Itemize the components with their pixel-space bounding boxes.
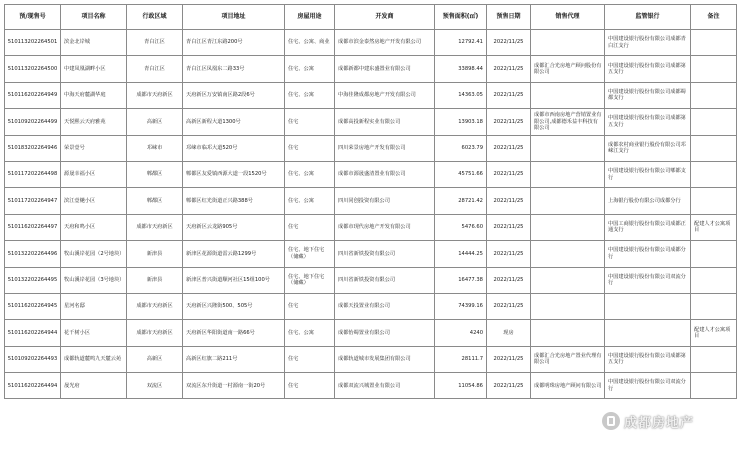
table-cell [691,373,737,399]
table-cell: 510132202264496 [5,241,61,267]
table-cell: 天府新区万安镇南区路2段6号 [183,82,285,108]
table-cell: 高新区 [127,109,183,135]
table-cell: 2022/11/25 [487,241,531,267]
col-header: 备注 [691,5,737,30]
table-cell: 晟光府 [61,373,127,399]
table-cell: 源晟幸福小区 [61,161,127,187]
table-cell: 510116202264949 [5,82,61,108]
table-cell: 28111.7 [435,346,487,372]
table-cell: 邛崃市 [127,135,183,161]
table-cell: 2022/11/25 [487,293,531,319]
table-row [5,214,737,240]
table-cell: 13903.18 [435,109,487,135]
table-cell [691,135,737,161]
table-cell: 510109202264499 [5,109,61,135]
table-row [5,267,737,293]
table-cell: 天府和鸣小区 [61,214,127,240]
table-cell: 中国建设银行股份有限公司双流分行 [605,373,691,399]
presale-table [4,4,737,399]
table-cell: 成都双流兴城置业有限公司 [335,373,435,399]
table-cell: 花千树小区 [61,320,127,346]
watermark-text: 成都房地产 [624,415,695,431]
table-cell: 2022/11/25 [487,109,531,135]
table-row [5,241,737,267]
table-cell: 住宅、地下住宅（储藏） [285,241,335,267]
table-cell: 2022/11/25 [487,373,531,399]
table-cell [691,161,737,187]
table-cell: 住宅、公寓 [285,56,335,82]
table-cell: 中国工商银行股份有限公司成都正通支行 [605,214,691,240]
table-cell [691,56,737,82]
table-cell: 中国建设银行股份有限公司成都青白江支行 [605,30,691,56]
table-cell: 成都天投置业有限公司 [335,293,435,319]
table-cell: 中国建设银行股份有限公司郫都支行 [605,161,691,187]
table-cell: 高新区新程大道1300号 [183,109,285,135]
table-cell: 青白江区青江东路200号 [183,30,285,56]
table-cell [531,241,605,267]
table-cell: 成都轨道城市发展集团有限公司 [335,346,435,372]
table-row [5,188,737,214]
table-cell: 成都市天府新区 [127,293,183,319]
wechat-official-account-icon [602,412,620,430]
table-cell: 510183202264946 [5,135,61,161]
table-cell: 中建凤凰湖畔小区 [61,56,127,82]
table-cell: 现房 [487,320,531,346]
table-cell: 2022/11/25 [487,214,531,240]
table-cell: 中国建设银行股份有限公司成都分行 [605,241,691,267]
col-header: 销售代理 [531,5,605,30]
table-cell: 成都明珠房地产顾问有限公司 [531,373,605,399]
table-cell [531,161,605,187]
table-cell: 郫都区友爱镇西源大道一段1520号 [183,161,285,187]
table-cell: 成都高投新程实业有限公司 [335,109,435,135]
table-cell: 中国建设银行股份有限公司成都第五支行 [605,346,691,372]
table-cell: 33898.44 [435,56,487,82]
table-cell: 510116202264945 [5,293,61,319]
table-cell: 成都汇合光房地产顾问股份有限公司 [531,56,605,82]
table-cell: 牧山溪岸花园（3号地块） [61,267,127,293]
table-cell: 郫都区红光街道正兴路388号 [183,188,285,214]
table-cell: 住宅 [285,109,335,135]
table-cell: 11054.86 [435,373,487,399]
table-cell: 510116202264944 [5,320,61,346]
table-cell: 邛崃市临邛大道520号 [183,135,285,161]
table-cell [531,30,605,56]
table-cell: 上海银行股份有限公司成都分行 [605,188,691,214]
table-cell: 14363.05 [435,82,487,108]
table-cell: 成都怡蜀置业有限公司 [335,320,435,346]
table-row [5,293,737,319]
table-cell: 中国建设银行股份有限公司成都第五支行 [605,56,691,82]
table-row [5,135,737,161]
table-cell: 住宅 [285,214,335,240]
table-cell [691,241,737,267]
table-cell: 28721.42 [435,188,487,214]
table-cell [531,214,605,240]
col-header: 项目名称 [61,5,127,30]
table-cell [531,320,605,346]
col-header: 行政区域 [127,5,183,30]
col-header: 开发商 [335,5,435,30]
table-row [5,346,737,372]
table-cell: 住宅 [285,373,335,399]
table-row [5,109,737,135]
table-cell: 成都新都中建东盛置业有限公司 [335,56,435,82]
table-cell: 中国建设银行股份有限公司双流分行 [605,267,691,293]
table-cell: 住宅、公寓 [285,161,335,187]
table-cell: 四川同创投资有限公司 [335,188,435,214]
table-cell: 6023.79 [435,135,487,161]
table-cell: 天悦熙云天府雅苑 [61,109,127,135]
table-cell: 510132202264495 [5,267,61,293]
table-cell: 天府新区兴隆街500、505号 [183,293,285,319]
table-cell: 510113202264501 [5,30,61,56]
table-cell: 成都市天府新区 [127,82,183,108]
table-cell: 住宅、公寓 [285,188,335,214]
table-cell [531,293,605,319]
table-cell: 滨江壹樾小区 [61,188,127,214]
table-row [5,56,737,82]
table-cell: 牧山溪岸花园（2号地块） [61,241,127,267]
table-row [5,82,737,108]
table-cell: 新津区普兴街道顺河社区15组100号 [183,267,285,293]
table-cell: 2022/11/25 [487,135,531,161]
table-header-row [5,5,737,30]
table-cell: 2022/11/25 [487,82,531,108]
table-cell: 配建人才公寓项目 [691,214,737,240]
table-cell: 中国建设银行股份有限公司成都第五支行 [605,109,691,135]
table-cell: 郫都区 [127,161,183,187]
table-cell [691,267,737,293]
table-cell: 12792.41 [435,30,487,56]
table-cell: 510117202264947 [5,188,61,214]
table-cell: 中国建设银行股份有限公司成都蜀都支行 [605,82,691,108]
table-row [5,161,737,187]
table-cell: 2022/11/25 [487,56,531,82]
table-cell: 成都汇合光房地产置业代理有限公司 [531,346,605,372]
table-cell: 510109202264493 [5,346,61,372]
table-cell: 510116202264494 [5,373,61,399]
table-cell: 双流区东升街道一村源南一街20号 [183,373,285,399]
table-cell: 星河名邸 [61,293,127,319]
table-cell [691,188,737,214]
table-cell: 双流区 [127,373,183,399]
table-cell: 新津县 [127,267,183,293]
table-cell: 2022/11/25 [487,267,531,293]
table-cell: 14444.25 [435,241,487,267]
col-header: 监管银行 [605,5,691,30]
table-cell: 四川省新铁投资有限公司 [335,241,435,267]
table-cell: 成都轨道麓鸣九天麓云苑 [61,346,127,372]
table-cell: 2022/11/25 [487,161,531,187]
table-cell: 74399.16 [435,293,487,319]
table-cell: 天府新区云龙路905号 [183,214,285,240]
table-cell: 510117202264498 [5,161,61,187]
table-cell: 高新区 [127,346,183,372]
table-cell: 510113202264500 [5,56,61,82]
table-cell: 住宅、公寓 [285,82,335,108]
table-cell: 青白江区 [127,56,183,82]
table-cell: 成都市天府新区 [127,214,183,240]
table-cell: 住宅、地下住宅（储藏） [285,267,335,293]
table-cell: 住宅 [285,293,335,319]
table-cell: 成都市现代房地产开发有限公司 [335,214,435,240]
table-cell: 2022/11/25 [487,30,531,56]
table-cell: 5476.60 [435,214,487,240]
table-cell: 成都农村商业银行股份有限公司邛崃江支行 [605,135,691,161]
table-cell: 新津县 [127,241,183,267]
table-cell: 成都市滨金泰然房地产开发有限公司 [335,30,435,56]
table-cell: 青白江区 [127,30,183,56]
table-cell: 中海天府麓湖华庭 [61,82,127,108]
table-cell: 成都市天府新区 [127,320,183,346]
table-cell: 配建人才公寓项目 [691,320,737,346]
table-cell: 4240 [435,320,487,346]
table-cell: 住宅 [285,135,335,161]
table-cell [531,267,605,293]
table-cell [605,293,691,319]
col-header: 预售日期 [487,5,531,30]
table-cell: 成都市西南房地产营销置业有限公司,成都德禾益丰科技有限公司 [531,109,605,135]
table-cell [691,109,737,135]
table-cell: 高新区红旗二路211号 [183,346,285,372]
table-cell: 2022/11/25 [487,346,531,372]
col-header: 预售面积(㎡) [435,5,487,30]
table-cell [691,82,737,108]
table-row [5,30,737,56]
table-cell: 住宅 [285,346,335,372]
table-cell: 青白江区凤凰东二路33号 [183,56,285,82]
table-cell: 2022/11/25 [487,188,531,214]
table-cell: 16477.38 [435,267,487,293]
table-cell [691,346,737,372]
table-cell: 510116202264497 [5,214,61,240]
table-cell: 滨金北岸城 [61,30,127,56]
table-cell [691,30,737,56]
table-cell: 天府新区华阳街道南一路66号 [183,320,285,346]
table-cell [531,135,605,161]
table-row [5,373,737,399]
table-cell [531,82,605,108]
table-cell: 郫都区 [127,188,183,214]
table-row [5,320,737,346]
table-cell: 中海佳隆成都房地产开发有限公司 [335,82,435,108]
watermark [602,410,730,432]
table-cell: 四川省新铁投资有限公司 [335,267,435,293]
table-cell: 成都市源晟盛清置业有限公司 [335,161,435,187]
table-cell: 新津区花源街道雷云路1299号 [183,241,285,267]
table-cell: 荣景壹号 [61,135,127,161]
col-header: 预/现售号 [5,5,61,30]
table-cell: 四川荣景房地产开发有限公司 [335,135,435,161]
table-cell [605,320,691,346]
table-cell [531,188,605,214]
table-cell: 住宅、公寓、商业 [285,30,335,56]
col-header: 房屋用途 [285,5,335,30]
col-header: 项目地址 [183,5,285,30]
table-cell: 住宅、公寓 [285,320,335,346]
table-cell [691,293,737,319]
table-cell: 45751.66 [435,161,487,187]
